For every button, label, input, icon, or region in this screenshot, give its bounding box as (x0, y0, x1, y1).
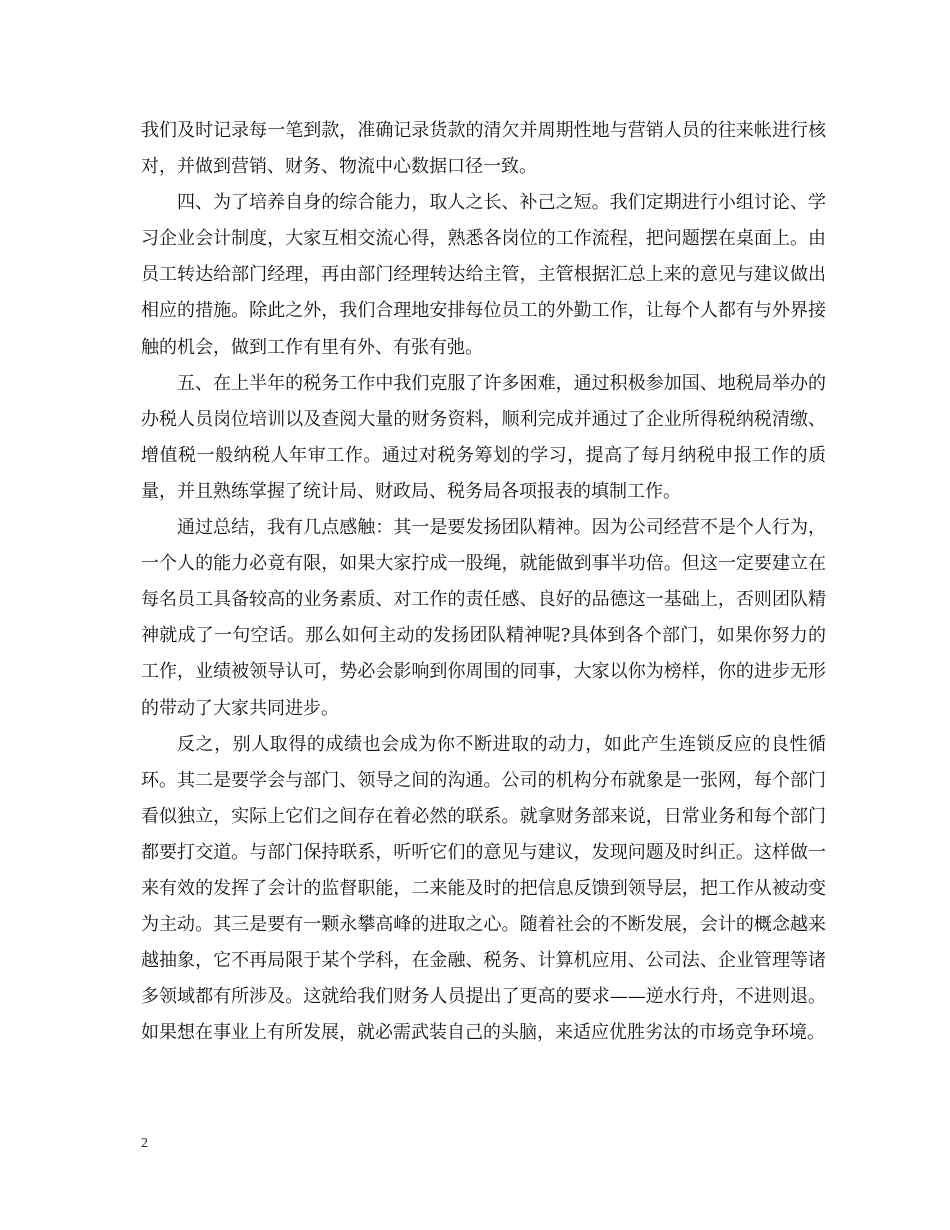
paragraph-section-five: 五、在上半年的税务工作中我们克服了许多困难，通过积极参加国、地税局举办的办税人员岗位培训以及查阅大量的财务资料，顺利完成并通过了企业所得税纳税清缴、增值税一般纳税人年审工作。通过对税务筹划的学习，提高了每月纳税申报工作的质量，并且熟练掌握了统计局、财政局、税务局各项报表的填制工作。 (141, 372, 826, 502)
paragraph-continuation: 我们及时记录每一笔到款，准确记录货款的清欠并周期性地与营销人员的往来帐进行核对，并做到营销、财务、物流中心数据口径一致。 (141, 120, 826, 178)
paragraph-communication-progress: 反之，别人取得的成绩也会成为你不断进取的动力，如此产生连锁反应的良性循环。其二是要学会与部门、领导之间的沟通。公司的机构分布就象是一张网，每个部门看似独立，实际上它们之间存在着必然的联系。就拿财务部来说，日常业务和每个部门都要打交道。与部门保持联系，听听它们的意见与建议，发现问题及时纠正。这样做一来有效的发挥了会计的监督职能，二来能及时的把信息反馈到领导层，把工作从被动变为主动。其三是要有一颗永攀高峰的进取之心。随着社会的不断发展，会计的概念越来越抽象，它不再局限于某个学科，在金融、税务、计算机应用、公司法、企业管理等诸多领域都有所涉及。这就给我们财务人员提出了更高的要求——逆水行舟，不进则退。如果想在事业上有所发展，就必需武装自己的头脑，来适应优胜劣汰的市场竞争环境。 (141, 733, 826, 1044)
paragraph-section-four: 四、为了培养自身的综合能力，取人之长、补己之短。我们定期进行小组讨论、学习企业会计制度，大家互相交流心得，熟悉各岗位的工作流程，把问题摆在桌面上。由员工转达给部门经理，再由部门经理转达给主管，主管根据汇总上来的意见与建议做出相应的措施。除此之外，我们合理地安排每位员工的外勤工作，让每个人都有与外界接触的机会，做到工作有里有外、有张有弛。 (141, 192, 826, 358)
paragraph-summary-team-spirit: 通过总结，我有几点感触：其一是要发扬团队精神。因为公司经营不是个人行为，一个人的能力必竟有限，如果大家拧成一股绳，就能做到事半功倍。但这一定要建立在每名员工具备较高的业务素质、对工作的责任感、良好的品德这一基础上，否则团队精神就成了一句空话。那么如何主动的发扬团队精神呢?具体到各个部门，如果你努力的工作，业绩被领导认可，势必会影响到你周围的同事，大家以你为榜样，你的进步无形的带动了大家共同进步。 (141, 517, 826, 719)
page-number: 2 (141, 1136, 148, 1151)
document-body (141, 113, 826, 1051)
